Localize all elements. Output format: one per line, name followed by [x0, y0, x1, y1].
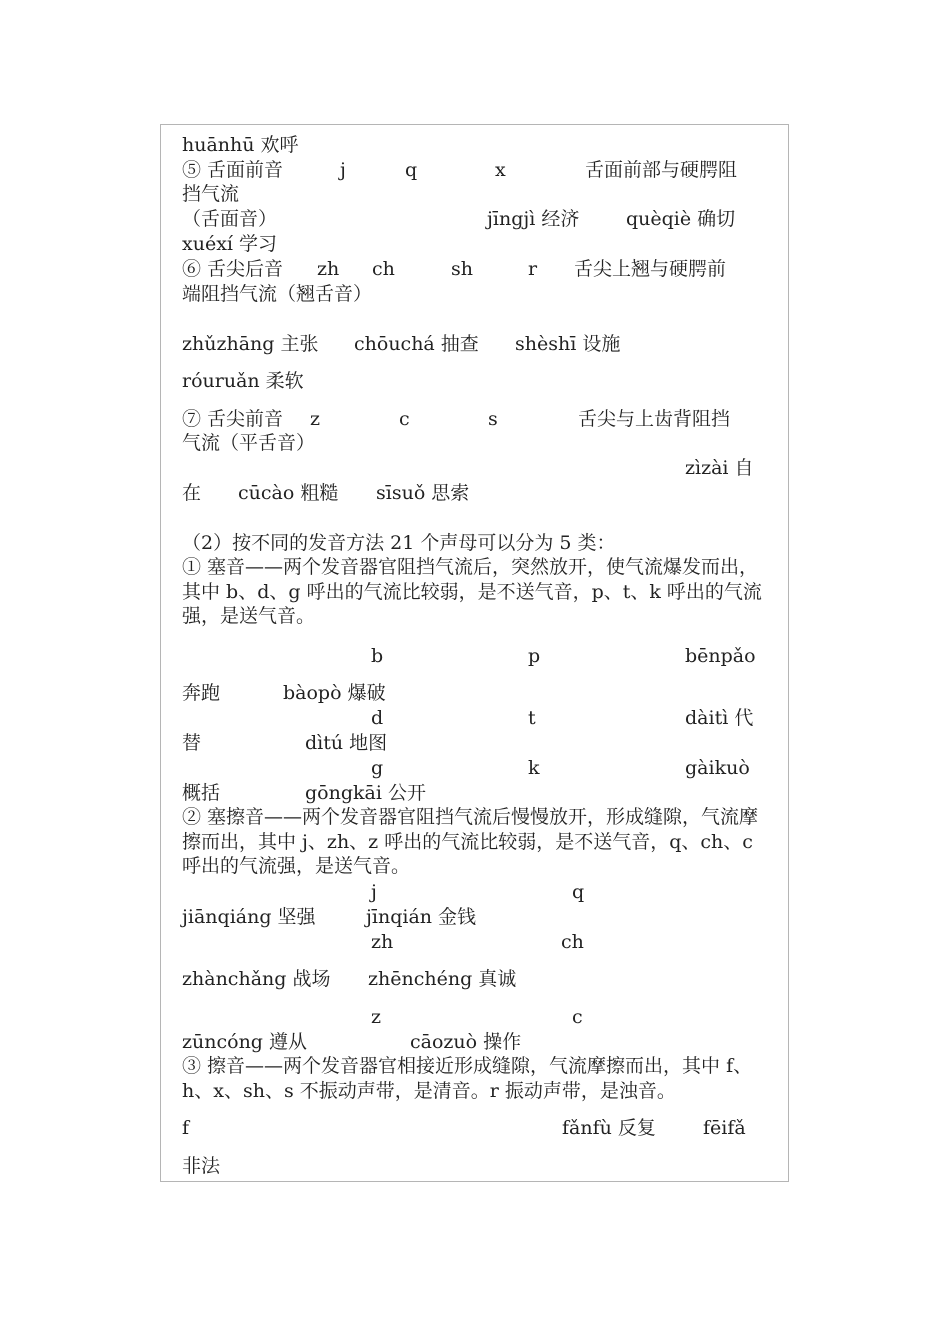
initial-label: p — [528, 645, 541, 667]
example-word: bēnpǎo — [685, 645, 756, 667]
text-line: 气流（平舌音） — [182, 432, 316, 454]
initial-label: zh — [317, 258, 340, 280]
example-word: zhǔzhāng 主张 — [182, 333, 319, 355]
text-line: 舌尖上翘与硬腭前 — [574, 258, 727, 280]
example-word: fēifǎ — [703, 1117, 746, 1139]
initial-label: q — [405, 159, 418, 181]
paragraph-fricatives: ③ 擦音——两个发音器官相接近形成缝隙，气流摩擦而出，其中 f、h、x、sh、s 不振动声带，是清音。r 振动声带，是浊音。 — [182, 1055, 753, 1102]
initial-label: ch — [372, 258, 395, 280]
example-word: cūcào 粗糙 — [238, 482, 339, 504]
text-line: huānhū 欢呼 — [182, 134, 299, 156]
example-word: dàitì 代 — [685, 707, 754, 729]
section-heading: （2）按不同的发音方法 21 个声母可以分为 5 类： — [182, 532, 616, 554]
example-word: dìtú 地图 — [305, 732, 388, 754]
example-word: zìzài 自 — [685, 457, 754, 479]
initial-label: b — [371, 645, 384, 667]
text-line: 挡气流 — [182, 183, 240, 205]
initial-label: zh — [371, 931, 394, 953]
initial-label: sh — [451, 258, 473, 280]
initial-label: z — [371, 1006, 382, 1028]
example-word: 奔跑 — [182, 682, 221, 704]
example-word: chōuchá 抽查 — [354, 333, 479, 355]
initial-label: c — [572, 1006, 583, 1028]
example-word: bàopò 爆破 — [283, 682, 386, 704]
example-word: jiānqiáng 坚强 — [182, 906, 316, 928]
example-word: quèqiè 确切 — [626, 208, 736, 230]
initial-label: r — [528, 258, 538, 280]
initial-label: c — [399, 408, 410, 430]
example-word: gōngkāi 公开 — [305, 782, 426, 804]
initial-label: k — [528, 757, 540, 779]
example-word: zūncóng 遵从 — [182, 1031, 308, 1053]
text-line: 端阻挡气流（翘舌音） — [182, 283, 373, 305]
initial-label: z — [310, 408, 321, 430]
example-word: zhēnchéng 真诚 — [368, 968, 517, 990]
example-word: 替 — [182, 732, 202, 754]
example-word: róuruǎn 柔软 — [182, 370, 304, 392]
section-heading: ⑦ 舌尖前音 — [182, 408, 284, 430]
initial-label: d — [371, 707, 384, 729]
paragraph-stops: ① 塞音——两个发音器官阻挡气流后，突然放开，使气流爆发而出，其中 b、d、g 呼出的气流比较弱，是不送气音，p、t、k 呼出的气流强，是送气音。 — [182, 556, 762, 627]
paragraph-affricates: ② 塞擦音——两个发音器官阻挡气流后慢慢放开，形成缝隙，气流摩擦而出，其中 j、zh、z 呼出的气流比较弱，是不送气音，q、ch、c 呼出的气流强，是送气音。 — [182, 806, 759, 877]
example-word: fǎnfù 反复 — [562, 1117, 656, 1139]
initial-label: ch — [561, 931, 584, 953]
initial-label: q — [572, 881, 585, 903]
example-word: xuéxí 学习 — [182, 233, 278, 255]
example-word: gàikuò — [685, 757, 750, 779]
section-heading: ⑥ 舌尖后音 — [182, 258, 284, 280]
example-word: 概括 — [182, 782, 221, 804]
section-heading: ⑤ 舌面前音 — [182, 159, 284, 181]
text-line: 舌面前部与硬腭阻 — [585, 159, 738, 181]
example-word: shèshī 设施 — [515, 333, 621, 355]
example-word: jīnqián 金钱 — [366, 906, 477, 928]
example-word: sīsuǒ 思索 — [376, 482, 470, 504]
example-word: jīngjì 经济 — [487, 208, 580, 230]
text-line: 在 — [182, 482, 202, 504]
initial-label: f — [182, 1117, 190, 1139]
initial-label: g — [371, 757, 384, 779]
text-line: （舌面音） — [182, 208, 278, 230]
initial-label: x — [495, 159, 506, 181]
initial-label: j — [371, 881, 377, 903]
text-line: 舌尖与上齿背阻挡 — [578, 408, 731, 430]
example-word: zhànchǎng 战场 — [182, 968, 331, 990]
initial-label: t — [528, 707, 536, 729]
initial-label: j — [340, 159, 346, 181]
example-word: cāozuò 操作 — [410, 1031, 522, 1053]
initial-label: s — [488, 408, 498, 430]
example-word: 非法 — [182, 1155, 221, 1177]
